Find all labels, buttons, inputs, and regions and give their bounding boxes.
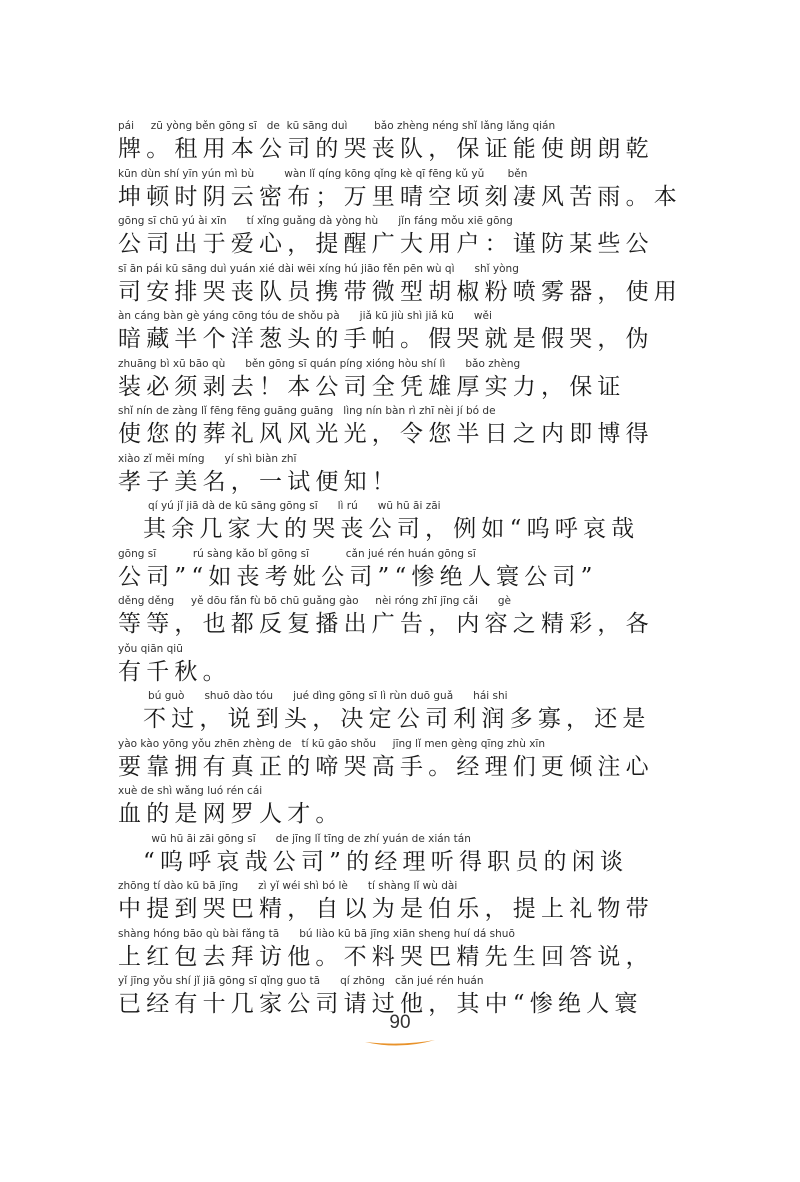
text-line [118,593,686,641]
hanzi-line: 公司”“如丧考妣公司”“惨绝人寰公司” [118,563,598,590]
pinyin-line: xiào zǐ měi míng yí shì biàn zhī [118,452,297,465]
pinyin-line: wū hū āi zāi gōng sī de jīng lǐ tīng de zhí yuán de xián tán [118,832,471,845]
pinyin-line: àn cáng bàn gè yáng cōng tóu de shǒu pà jiǎ kū jiù shì jiǎ kū wěi [118,310,492,322]
text-line [118,403,686,451]
text-line [118,688,686,736]
hanzi-line: 有千秋。 [118,658,231,685]
pinyin-line: děng děng yě dōu fǎn fù bō chū guǎng gào nèi róng zhī jīng cǎi gè [118,595,512,607]
pinyin-line: gōng sī chū yú ài xīn tí xǐng guǎng dà yòng hù jǐn fáng mǒu xiē gōng [118,215,513,227]
pinyin-line: sī ān pái kū sāng duì yuán xié dài wēi xíng hú jiāo fěn pēn wù qì shǐ yòng [118,262,519,275]
pinyin-line: yào kào yōng yǒu zhēn zhèng de tí kū gāo shǒu jīng lǐ men gèng qīng zhù xīn [118,737,545,750]
text-line [118,118,686,166]
text-line [118,308,686,356]
pinyin-line: bú guò shuō dào tóu jué dìng gōng sī lì rùn duō guǎ hái shi [118,690,508,702]
text-line [118,498,686,546]
pinyin-line: shàng hóng bāo qù bài fǎng tā bú liào kū bā jīng xiān sheng huí dá shuō [118,927,515,940]
hanzi-line: 使您的葬礼风风光光，令您半日之内即博得 [118,421,654,447]
hanzi-line: 上红包去拜访他。不料哭巴精先生回答说， [118,943,654,970]
text-line [118,926,686,974]
hanzi-line: 已经有十几家公司请过他，其中“惨绝人寰 [118,991,643,1017]
hanzi-line: 血的是网罗人才。 [118,801,344,827]
pinyin-line: yǒu qiān qiū [118,642,183,655]
pinyin-line: zhōng tí dào kū bā jīng zì yǐ wéi shì bó lè tí shàng lǐ wù dài [118,880,458,892]
pinyin-line: shǐ nín de zàng lǐ fēng fēng guāng guāng lìng nín bàn rì zhī nèi jí bó de [118,405,496,417]
hanzi-line: 等等，也都反复播出广告，内容之精彩，各 [118,611,654,637]
hanzi-line: 司安排哭丧队员携带微型胡椒粉喷雾器，使用 [118,278,682,305]
pinyin-line: xuè de shì wǎng luó rén cái [118,785,263,797]
text-line [118,831,686,879]
hanzi-line: 要靠拥有真正的啼哭高手。经理们更倾注心 [118,753,654,780]
hanzi-line: 中提到哭巴精，自以为是伯乐，提上礼物带 [118,896,654,922]
text-line [118,878,686,926]
hanzi-line: 公司出于爱心，提醒广大用户：谨防某些公 [118,231,654,257]
hanzi-line: “呜呼哀哉公司”的经理听得职员的闲谈 [118,848,629,875]
pinyin-line: kūn dùn shí yīn yún mì bù wàn lǐ qíng kōng qǐng kè qī fēng kǔ yǔ běn [118,167,528,180]
text-line [118,783,686,831]
hanzi-line: 装必须剥去！本公司全凭雄厚实力，保证 [118,373,626,400]
hanzi-line: 孝子美名，一试便知！ [118,468,400,495]
text-line [118,166,686,214]
pinyin-line: qí yú jǐ jiā dà de kū sāng gōng sī lì rú wū hū āi zāi [118,500,441,512]
hanzi-line: 牌。租用本公司的哭丧队，保证能使朗朗乾 [118,136,654,162]
page-number: 90 [389,1012,411,1033]
story-text [118,118,686,1021]
text-line [118,546,686,594]
text-line [118,451,686,499]
pinyin-line: gōng sī rú sàng kǎo bǐ gōng sī cǎn jué rén huán gōng sī [118,547,476,560]
pinyin-line: yǐ jīng yǒu shí jǐ jiā gōng sī qǐng guo tā qí zhōng cǎn jué rén huán [118,975,484,987]
hanzi-line: 坤顿时阴云密布；万里晴空顷刻凄风苦雨。本 [118,183,682,210]
pinyin-line: zhuāng bì xū bāo qù běn gōng sī quán píng xióng hòu shí lì bǎo zhèng [118,357,521,370]
text-line [118,641,686,689]
text-line [118,261,686,309]
hanzi-line: 其余几家大的哭丧公司，例如“呜呼哀哉 [118,516,640,542]
text-line [118,356,686,404]
text-line [118,736,686,784]
page-swoosh-decoration [362,1035,438,1051]
pinyin-line: pái zū yòng běn gōng sī de kū sāng duì bǎo zhèng néng shǐ lǎng lǎng qián [118,120,556,132]
hanzi-line: 暗藏半个洋葱头的手帕。假哭就是假哭，伪 [118,326,654,352]
hanzi-line: 不过，说到头，决定公司利润多寡，还是 [118,706,651,732]
text-line [118,213,686,261]
